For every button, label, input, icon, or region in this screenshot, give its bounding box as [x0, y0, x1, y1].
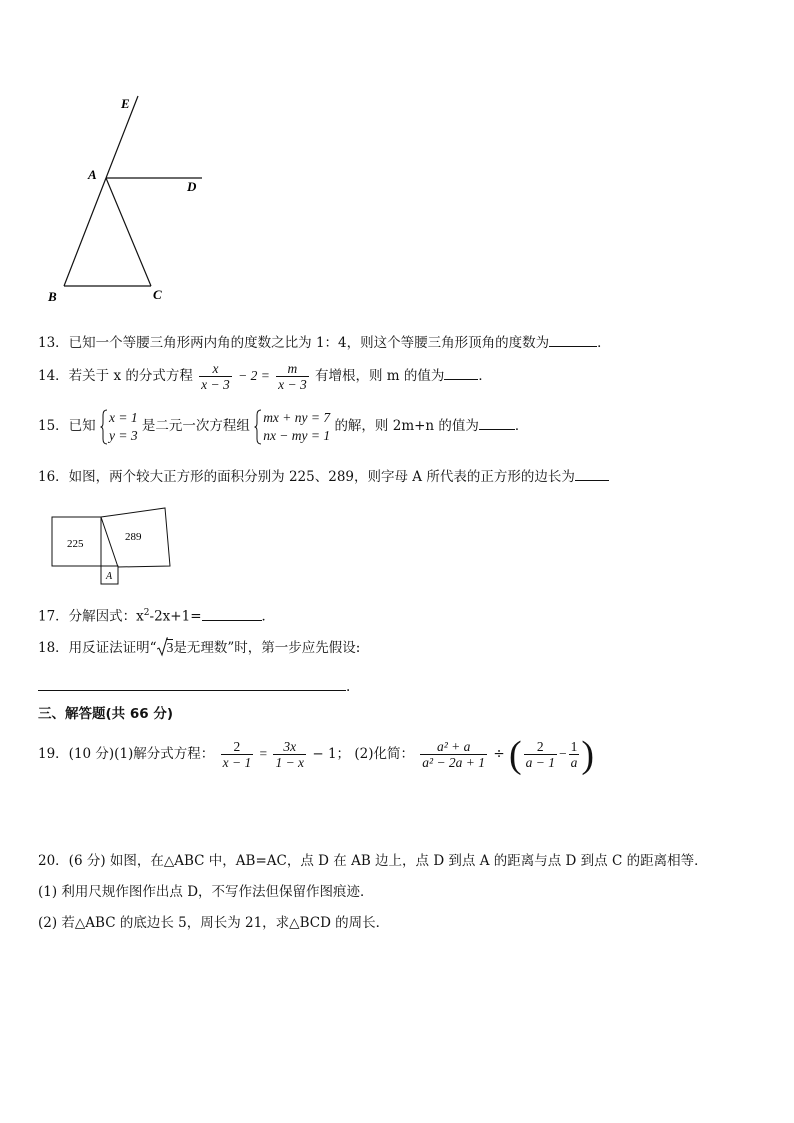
question-20-line-2: (1) 利用尺规作图作出点 D，不写作法但保留作图痕迹． [38, 884, 374, 900]
q14-fraction-1 [199, 361, 232, 392]
q14-suffix: 有增根，则 m 的值为 [315, 368, 445, 384]
question-16 [38, 466, 609, 487]
question-18 [38, 638, 360, 658]
question-19 [38, 732, 594, 776]
q19-div: ÷ [493, 746, 505, 762]
q19-f4-den: a − 1 [525, 755, 555, 770]
q19-fraction-5 [569, 739, 580, 770]
q18-answer-line [38, 676, 350, 697]
q19-f5-num: 1 [570, 739, 578, 754]
label-c: C [153, 287, 162, 302]
q19-f2-den: 1 − x [275, 755, 305, 770]
q15-end: ． [514, 418, 529, 434]
side-ab [64, 178, 106, 286]
label-289: 289 [125, 531, 142, 543]
q15-sys1-row1: x = 1 [108, 409, 138, 425]
side-ac [106, 178, 151, 286]
q14-frac2-den: x − 3 [278, 377, 307, 392]
q19-f1-den: x − 1 [222, 755, 252, 770]
q19-fraction-1 [221, 739, 254, 770]
label-225: 225 [67, 538, 84, 550]
question-14 [38, 358, 492, 394]
q15-sys2-row1: mx + ny = 7 [263, 409, 331, 425]
q19-fraction-4 [524, 739, 557, 770]
triangle-figure [40, 90, 220, 310]
left-paren: ( [508, 733, 522, 776]
q14-frac1-den: x − 3 [201, 377, 230, 392]
q13-text: 13．已知一个等腰三角形两内角的度数之比为 1：4，则这个等腰三角形顶角的度数为 [38, 335, 550, 351]
label-e: E [121, 96, 130, 111]
q16-text: 16．如图，两个较大正方形的面积分别为 225、289，则字母 A 所代表的正方形的边长为 [38, 469, 575, 485]
label-b: B [48, 289, 57, 304]
q17-rest: -2x+1= [149, 608, 202, 625]
q15-sys1-row2: y = 3 [108, 427, 138, 443]
q15-sys2-row2: nx − my = 1 [263, 427, 331, 443]
q14-mid: − 2 = [238, 368, 270, 383]
q19-part2: (2)化简： [354, 746, 414, 762]
q14-blank[interactable] [444, 365, 478, 380]
q19-fraction-3 [420, 739, 487, 770]
section-heading: 三、解答题(共 66 分) [38, 706, 174, 722]
q18-blank[interactable] [38, 676, 346, 691]
q19-f2-num: 3x [273, 739, 306, 755]
q15-blank[interactable] [479, 415, 515, 430]
label-d: D [187, 179, 197, 194]
q19-f5-den: a [570, 755, 578, 770]
q19-f3-den: a² − 2a + 1 [422, 755, 486, 770]
question-20-line-1: 20．(6 分) 如图，在△ABC 中，AB=AC，点 D 在 AB 边上，点 D 到点 A 的距离与点 D 到点 C 的距离相等． [38, 853, 708, 869]
q18-end: . [346, 679, 351, 695]
q13-end: ． [597, 335, 611, 351]
q19-tail: − 1； [312, 746, 351, 762]
sqrt-symbol [157, 638, 174, 658]
q17-exponent: 2 [143, 608, 150, 618]
q17-prefix: 17．分解因式：x [38, 608, 144, 625]
q14-prefix: 14．若关于 x 的分式方程 [38, 368, 193, 384]
brace-icon [100, 409, 108, 445]
q14-frac2-num: m [276, 361, 309, 377]
q18-suffix: 是无理数”时，第一步应先假设: [173, 640, 361, 656]
q19-eq: = [259, 746, 268, 761]
question-15 [38, 406, 528, 446]
brace-icon [254, 409, 262, 445]
q19-prefix: 19．(10 分)(1)解分式方程： [38, 746, 215, 762]
q14-fraction-2 [276, 361, 309, 392]
q15-prefix: 15．已知 [38, 418, 96, 434]
q19-f3-num: a² + a [420, 739, 487, 755]
q14-end: ． [478, 368, 492, 384]
sqrt-radicand: 3 [166, 640, 174, 655]
q19-fraction-2 [273, 739, 306, 770]
label-a: A [88, 167, 97, 182]
q14-frac1-num: x [199, 361, 232, 377]
q19-minus: − [558, 746, 567, 761]
q17-blank[interactable] [202, 606, 262, 621]
q15-suffix: 的解，则 2m+n 的值为 [334, 418, 479, 434]
radical-icon [157, 637, 168, 657]
q16-blank[interactable] [575, 466, 609, 481]
q15-system-1 [100, 409, 138, 445]
q15-mid: 是二元一次方程组 [141, 418, 250, 434]
squares-figure [48, 496, 178, 588]
q15-system-2 [254, 409, 330, 445]
q19-f4-num: 2 [524, 739, 557, 755]
label-a-square: A [106, 571, 113, 582]
right-paren: ) [581, 733, 595, 776]
question-17 [38, 603, 275, 627]
question-13 [38, 332, 611, 353]
question-20-line-3: (2) 若△ABC 的底边长 5，周长为 21，求△BCD 的周长． [38, 915, 390, 931]
q13-blank[interactable] [549, 332, 597, 347]
q19-f1-num: 2 [221, 739, 254, 755]
q17-end: ． [261, 608, 276, 625]
q18-prefix: 18．用反证法证明“ [38, 640, 157, 656]
